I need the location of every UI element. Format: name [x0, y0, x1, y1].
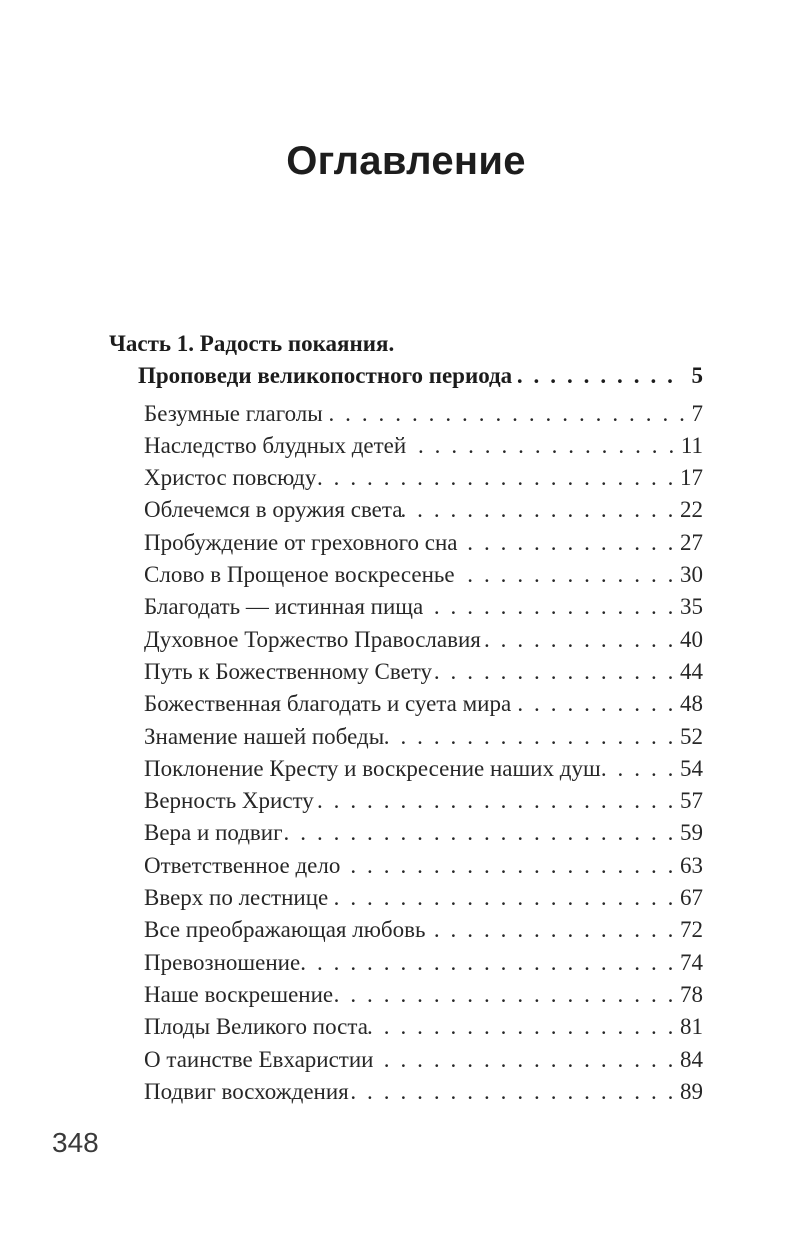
toc-entry-page-number: 84: [680, 1046, 703, 1072]
dot-leader: [425, 914, 678, 946]
dot-leader: [457, 527, 678, 559]
dot-leader: [384, 721, 678, 753]
toc-entry-title: Верность Христу: [144, 788, 314, 814]
toc-entry: [109, 721, 703, 753]
toc-part-title: Часть 1. Радость покаяния.: [109, 331, 395, 356]
toc-entry-title: Путь к Божественному Свету: [144, 658, 433, 684]
toc-entry-page-number: 7: [691, 400, 703, 426]
dot-leader: [601, 753, 678, 785]
toc-part-subtitle: Проповеди великопостного периода: [138, 363, 513, 389]
toc-entry: [109, 430, 703, 462]
toc-entry-page-number: 67: [680, 885, 703, 911]
dot-leader: [328, 882, 678, 914]
toc-entry-page-number: 27: [680, 529, 703, 555]
dot-leader: [316, 462, 678, 494]
toc-entry: [109, 1011, 703, 1043]
toc-entry: [109, 1076, 703, 1108]
dot-leader: [368, 1011, 678, 1043]
toc-entry-page-number: 48: [680, 691, 703, 717]
toc-part-page-number: 5: [691, 363, 703, 389]
toc-entry-title: Облечемся в оружия света: [144, 497, 403, 523]
toc-entry: [109, 1044, 703, 1076]
dot-leader: [512, 360, 677, 392]
toc-entry: [109, 688, 703, 720]
folio-page-number: 348: [52, 1127, 99, 1158]
toc-entry-title: Вверх по лестнице: [144, 885, 329, 911]
toc-entry: [109, 817, 703, 849]
dot-leader: [402, 494, 678, 526]
toc-entry-title: Подвиг восхождения: [144, 1078, 349, 1104]
toc-entry-page-number: 63: [680, 852, 703, 878]
dot-leader: [340, 850, 678, 882]
toc-entry-title: Слово в Прощеное воскресенье: [144, 562, 455, 588]
dot-leader: [323, 398, 690, 430]
toc-entry: [109, 947, 703, 979]
toc-entry-page-number: 89: [680, 1078, 703, 1104]
toc-entry: [109, 914, 703, 946]
page-title: Оглавление: [286, 139, 526, 183]
table-of-contents: [109, 328, 703, 1108]
toc-entry: [109, 591, 703, 623]
toc-entry-page-number: 30: [680, 562, 703, 588]
toc-entry-title: Вера и подвиг: [144, 820, 283, 846]
toc-entry: [109, 624, 703, 656]
toc-part-heading-line2: [109, 360, 703, 392]
toc-entry: [109, 753, 703, 785]
dot-leader: [432, 656, 678, 688]
dot-leader: [455, 559, 678, 591]
toc-entry: [109, 785, 703, 817]
dot-leader: [349, 1076, 678, 1108]
toc-entry: [109, 527, 703, 559]
toc-entry-title: Безумные глаголы: [144, 400, 323, 426]
dot-leader: [481, 624, 678, 656]
toc-entry-page-number: 17: [680, 465, 703, 491]
dot-leader: [423, 591, 678, 623]
toc-entry-title: Плоды Великого поста: [144, 1014, 368, 1040]
toc-entry-title: Знамение нашей победы: [144, 723, 385, 749]
toc-entry-title: Ответственное дело: [144, 852, 341, 878]
toc-entry: [109, 656, 703, 688]
toc-part-heading-line1: [109, 328, 703, 360]
toc-entry: [109, 398, 703, 430]
toc-entry-page-number: 22: [680, 497, 703, 523]
toc-entry-page-number: 44: [680, 658, 703, 684]
toc-entry: [109, 979, 703, 1011]
toc-entry-page-number: 40: [680, 626, 703, 652]
toc-entry-title: Духовное Торжество Православия: [144, 626, 481, 652]
toc-entry-page-number: 78: [680, 981, 703, 1007]
toc-entry-title: О таинстве Евхаристии: [144, 1046, 374, 1072]
toc-entry-title: Наследство блудных детей: [144, 432, 407, 458]
toc-entry-page-number: 52: [680, 723, 703, 749]
toc-entry-page-number: 74: [680, 949, 703, 975]
dot-leader: [314, 785, 678, 817]
dot-leader: [373, 1044, 678, 1076]
dot-leader: [300, 947, 678, 979]
toc-entry: [109, 882, 703, 914]
toc-entry-page-number: 54: [680, 755, 703, 781]
dot-leader: [283, 817, 678, 849]
dot-leader: [406, 430, 679, 462]
toc-entry-page-number: 35: [680, 594, 703, 620]
dot-leader: [333, 979, 678, 1011]
toc-entry-title: Превозношение: [144, 949, 301, 975]
text-block: [109, 0, 703, 1108]
toc-entry-title: Божественная благодать и суета мира: [144, 691, 512, 717]
toc-entry-title: Поклонение Кресту и воскресение наших душ: [144, 755, 601, 781]
toc-entry-title: Наше воскрешение: [144, 981, 334, 1007]
toc-entry-page-number: 81: [680, 1014, 703, 1040]
toc-entry: [109, 850, 703, 882]
toc-entry: [109, 494, 703, 526]
toc-entry: [109, 559, 703, 591]
toc-entry-page-number: 59: [680, 820, 703, 846]
toc-entry-title: Все преображающая любовь: [144, 917, 426, 943]
toc-entry: [109, 462, 703, 494]
dot-leader: [511, 688, 678, 720]
toc-entry-title: Благодать — истинная пища: [144, 594, 424, 620]
toc-entry-page-number: 57: [680, 788, 703, 814]
toc-entry-page-number: 11: [680, 432, 703, 458]
toc-entry-title: Пробуждение от греховного сна: [144, 529, 458, 555]
toc-entry-list: [109, 398, 703, 1109]
toc-entry-title: Христос повсюду: [144, 465, 317, 491]
toc-entry-page-number: 72: [680, 917, 703, 943]
